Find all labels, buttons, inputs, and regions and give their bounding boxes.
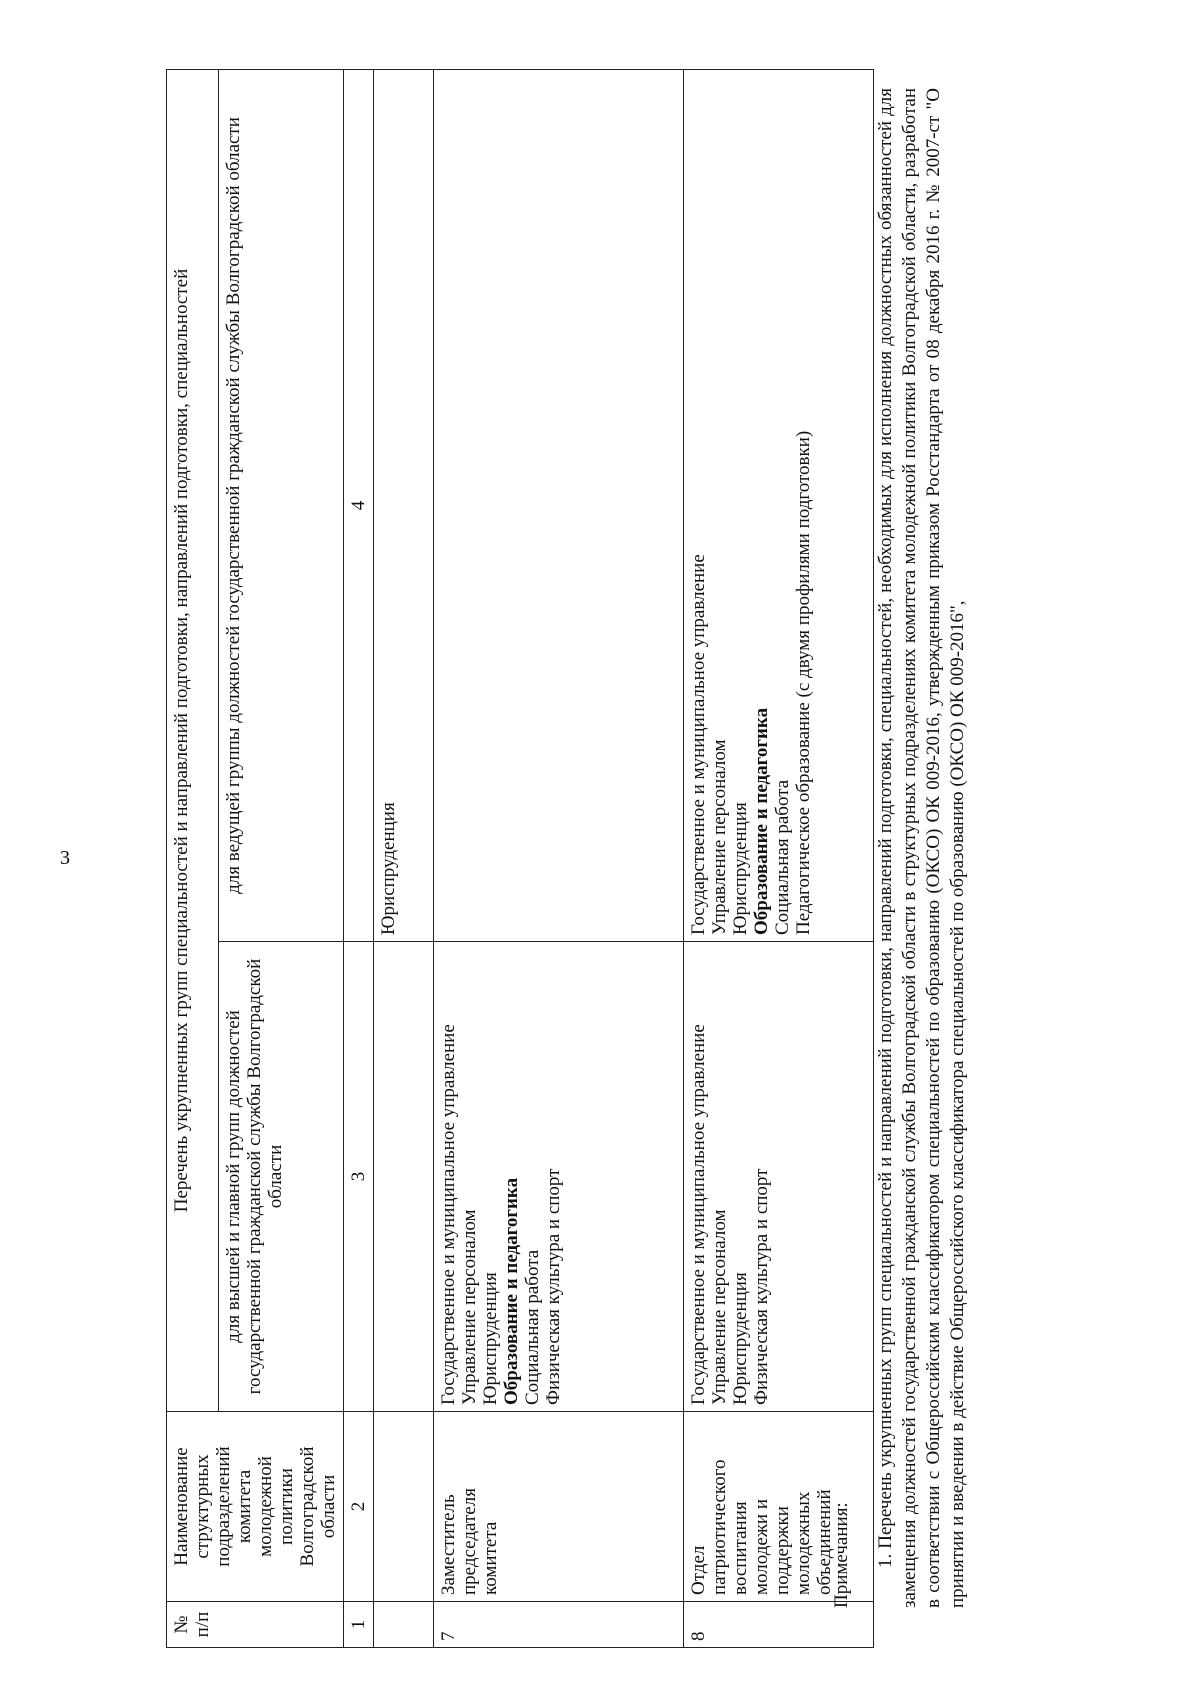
- continuation-row: [374, 69, 434, 1647]
- note-paragraph: 1. Перечень укрупненных групп специальностей и направлений подготовки, направлений подготовки, специальностей, необходимых для исполнения должностных обязанностей для замещения должностей государственной гражданской службы Волгоградской области в структурных подразделениях комитета молодежной политики Волгоградской области, разработан в соответствии с Общероссийским классификатором специальностей по образованию (ОКСО) ОК 009-2016, утвержденным приказом Росстандарта от 08 декабря 2016 г. № 2007-ст "О принятии и введении в действие Общероссийского классификатора специальностей по образованию (ОКСО) ОК 009-2016",: [875, 88, 968, 1608]
- table-cell: Юриспруденция: [374, 69, 434, 941]
- specialty-item: Управление персоналом: [459, 1209, 480, 1405]
- specialty-item: Физическая культура и спорт: [543, 1168, 564, 1405]
- header-specialty-groups: Перечень укрупненных групп специальностей и направлений подготовки, направлений подготовки, специальностей: [167, 69, 219, 1411]
- specialty-item: Государственное и муниципальное управление: [688, 554, 709, 935]
- specialties-senior: [434, 942, 684, 1412]
- specialties-leading: [434, 69, 684, 941]
- table-row: [434, 69, 684, 1647]
- department-name: Заместитель председателя комитета: [434, 1412, 684, 1602]
- column-number: 4: [344, 69, 374, 941]
- column-number: 3: [344, 942, 374, 1412]
- specialty-item: Государственное и муниципальное управление: [688, 1024, 709, 1405]
- table-header-row: [167, 69, 219, 1647]
- header-leading-positions: для ведущей группы должностей государственной гражданской службы Волгоградской области: [219, 69, 344, 941]
- specialties-table: [166, 69, 874, 1648]
- specialty-item: Физическая культура и спорт: [751, 1168, 772, 1405]
- row-number: 7: [434, 1602, 684, 1648]
- specialty-item: Юриспруденция: [730, 1272, 751, 1405]
- column-number-row: [344, 69, 374, 1647]
- page-number: 3: [60, 847, 70, 869]
- specialty-item: Юриспруденция: [480, 1272, 501, 1405]
- row-number: 8: [684, 1602, 874, 1648]
- specialty-item: Государственное и муниципальное управление: [438, 1024, 459, 1405]
- specialty-item: Образование и педагогика: [751, 707, 772, 935]
- table-subheader-row: [219, 69, 344, 1647]
- department-name: Отдел патриотического воспитания молодежи и поддержки молодежных объединений: [684, 1412, 874, 1602]
- header-department-name: Наименование структурных подразделений комитета молодежной политики Волгоградской области: [167, 1412, 344, 1602]
- specialty-item: Управление персоналом: [709, 739, 730, 935]
- specialty-item: Педагогическое образование (с двумя профилями подготовки): [793, 430, 814, 935]
- column-number: 1: [344, 1602, 374, 1648]
- specialty-item: Социальная работа: [772, 779, 793, 935]
- specialty-item: Управление персоналом: [709, 1209, 730, 1405]
- specialty-item: Социальная работа: [522, 1249, 543, 1405]
- column-number: 2: [344, 1412, 374, 1602]
- table-cell: [374, 942, 434, 1412]
- table-cell: [374, 1602, 434, 1648]
- header-senior-positions: для высшей и главной групп должностей государственной гражданской службы Волгоградской области: [219, 942, 344, 1412]
- specialty-item: Юриспруденция: [730, 802, 751, 935]
- table-cell: [374, 1412, 434, 1602]
- notes-title: Примечания:: [831, 1502, 852, 1608]
- notes-section: [830, 88, 970, 1608]
- header-number: № п/п: [167, 1602, 344, 1648]
- specialty-item: Образование и педагогика: [501, 1177, 522, 1405]
